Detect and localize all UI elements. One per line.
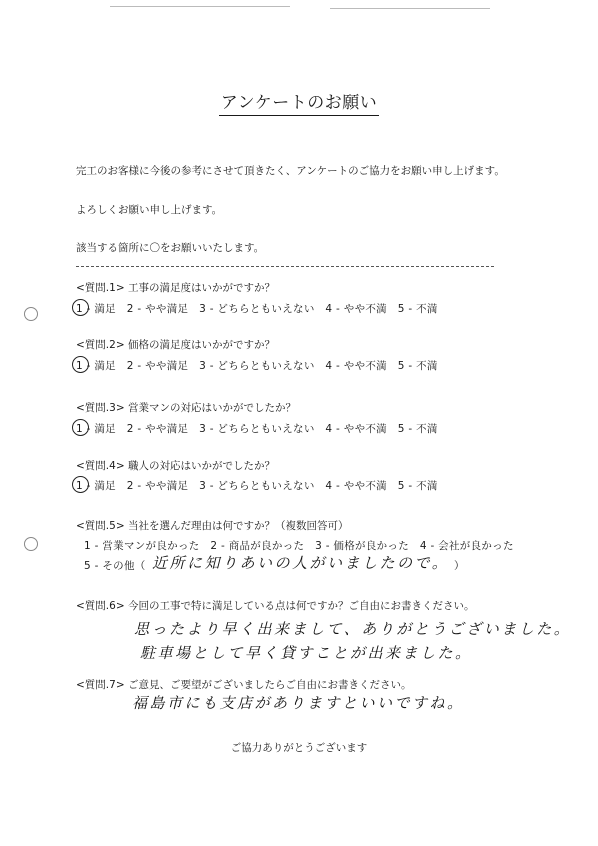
question-4-heading: <質問.4> 職人の対応はいかがでしたか？ [76,460,275,472]
question-6-heading: <質問.6> 今回の工事で特に満足している点は何ですか？ご自由にお書きください。 [76,600,475,612]
question-3-options: 1 - 満足 2 - やや満足 3 - どちらともいえない 4 - やや不満 5 - 不満 [76,423,438,435]
scan-artifact-line [110,6,290,7]
question-5-handwritten-answer: 近所に知りあいの人がいましたので。 [152,554,450,572]
punch-hole-bottom [24,537,38,551]
question-6-handwritten-line-1: 思ったより早く出来まして、ありがとうございました。 [134,620,572,638]
question-2-heading: <質問.2> 価格の満足度はいかがですか？ [76,339,275,351]
question-1-options: 1 - 満足 2 - やや満足 3 - どちらともいえない 4 - やや不満 5 - 不満 [76,303,438,315]
question-6-handwritten-line-2: 駐車場として早く貸すことが出来ました。 [140,644,473,662]
intro-line-2: よろしくお願い申し上げます。 [76,204,223,216]
intro-line-3: 該当する箇所に〇をお願いいたします。 [76,242,265,254]
question-3-heading: <質問.3> 営業マンの対応はいかがでしたか？ [76,402,296,414]
intro-line-1: 完工のお客様に今後の参考にさせて頂きたく、アンケートのご協力をお願い申し上げます。 [76,165,505,177]
closing-thanks: ご協力ありがとうございます [230,742,368,754]
question-4-options: 1 - 満足 2 - やや満足 3 - どちらともいえない 4 - やや不満 5 - 不満 [76,480,438,492]
scan-artifact-line [330,8,490,9]
question-7-heading: <質問.7> ご意見、ご要望がございましたらご自由にお書きください。 [76,679,412,691]
divider [76,266,494,267]
question-5-other-close: ） [454,560,465,572]
question-2-options: 1 - 満足 2 - やや満足 3 - どちらともいえない 4 - やや不満 5 - 不満 [76,360,438,372]
page-title: アンケートのお願い [0,88,598,113]
question-5-options: 1 - 営業マンが良かった 2 - 商品が良かった 3 - 価格が良かった 4 - 会社が良かった [84,540,514,552]
question-5-heading: <質問.5> 当社を選んだ理由は何ですか？（複数回答可） [76,520,349,532]
punch-hole-top [24,307,38,321]
question-5-other-label: 5 - その他（ [84,560,146,572]
question-7-handwritten-answer: 福島市にも支店がありますといいですね。 [132,694,465,712]
question-1-heading: <質問.1> 工事の満足度はいかがですか？ [76,282,275,294]
